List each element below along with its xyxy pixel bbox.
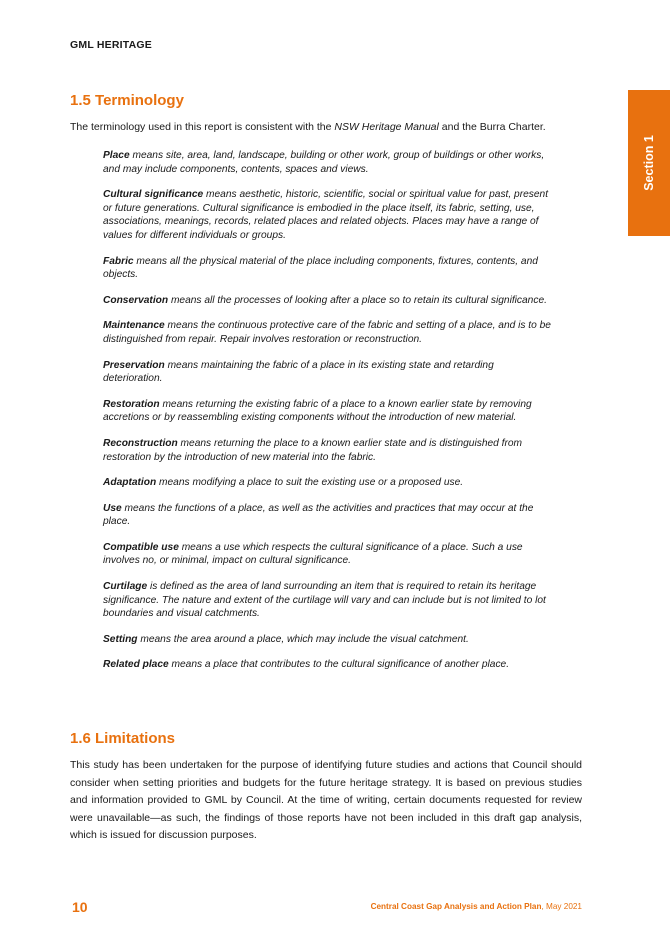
definition-term: Preservation [103, 359, 165, 371]
definition-text: means the functions of a place, as well as the activities and practices that may occur at the place. [103, 502, 534, 528]
definition-text: means a use which respects the cultural significance of a place. Such a use involves no, or minimal, impact on cultural significance. [103, 541, 523, 567]
definition-term: Use [103, 502, 122, 514]
definition-text: means the continuous protective care of the fabric and setting of a place, and is to be distinguished from repair. Repair involves restoration or reconstruction. [103, 320, 551, 345]
definition-item [103, 398, 553, 425]
definition-term: Compatible use [103, 541, 179, 553]
definition-term: Adaptation [103, 477, 157, 489]
definition-term: Related place [103, 659, 169, 671]
definition-item [103, 658, 553, 672]
definition-item [103, 502, 553, 529]
definition-term: Conservation [103, 294, 169, 306]
definition-text: means returning the existing fabric of a place to a known earlier state by removing accretions or by reassembling existing components without the introduction of new material. [103, 398, 532, 424]
definition-text: means modifying a place to suit the existing use or a proposed use. [156, 477, 464, 489]
terminology-intro [70, 121, 546, 133]
page-number: 10 [72, 899, 88, 915]
definition-term: Fabric [103, 255, 134, 267]
definition-text: means aesthetic, historic, scientific, social or spiritual value for past, present or future generations. Cultural significance is embodied in the place itself, its fabric, setting, use, associations, meanings, records, related places and related objects. Places may have a range of values for different individuals or groups. [103, 189, 549, 241]
definition-term: Curtilage [103, 581, 148, 593]
definition-item [103, 188, 553, 242]
definition-term: Maintenance [103, 320, 165, 332]
definition-item [103, 633, 553, 647]
definition-text: means all the physical material of the place including components, fixtures, contents, and objects. [103, 255, 538, 281]
intro-manual-title: NSW Heritage Manual [334, 121, 439, 133]
definition-item [103, 359, 553, 386]
definition-text: is defined as the area of land surrounding an item that is required to retain its heritage significance. The nature and extent of the curtilage will vary and can include but is not limited to lot boundaries and visual catchments. [103, 581, 546, 620]
definition-term: Setting [103, 633, 138, 645]
definition-item [103, 149, 553, 176]
definition-item [103, 255, 553, 282]
definition-text: means maintaining the fabric of a place in its existing state and retarding deterioration. [103, 359, 494, 385]
definitions-list [103, 149, 553, 684]
definition-item [103, 294, 553, 308]
definition-text: means returning the place to a known earlier state and is distinguished from restoration by the introduction of new material into the fabric. [103, 437, 523, 463]
limitations-body: This study has been undertaken for the purpose of identifying future studies and actions that Council should consider when setting priorities and budgets for the future heritage strategy. It is based on previous studies and information provided to GML by Council. At the time of writing, certain documents requested for review were unavailable—as such, the findings of those reports have not been included in this draft gap analysis, which is issued for discussion purposes. [70, 759, 582, 841]
header-org: GML HERITAGE [70, 39, 152, 51]
section-tab-label: Section 1 [642, 135, 656, 191]
definition-text: means a place that contributes to the cultural significance of another place. [168, 659, 510, 671]
section-tab [628, 90, 670, 236]
footer-title: Central Coast Gap Analysis and Action Plan [370, 902, 542, 911]
definition-text: means all the processes of looking after a place so to retain its cultural significance. [168, 294, 547, 306]
intro-text-end: and the Burra Charter. [438, 121, 546, 133]
definition-term: Place [103, 150, 130, 161]
footer-date: , May 2021 [541, 902, 582, 911]
definition-item [103, 541, 553, 568]
intro-text-start: The terminology used in this report is consistent with the [70, 121, 335, 133]
definition-item [103, 319, 553, 346]
definition-text: means the area around a place, which may include the visual catchment. [137, 633, 469, 645]
limitations-heading: 1.6 Limitations [70, 730, 176, 747]
definition-text: means site, area, land, landscape, building or other work, group of buildings or other works, and may include components, contents, spaces and views. [103, 150, 545, 175]
definition-term: Cultural significance [103, 189, 204, 201]
definition-term: Restoration [103, 398, 160, 410]
definition-item [103, 437, 553, 464]
definition-item [103, 476, 553, 490]
definition-term: Reconstruction [103, 437, 178, 449]
footer-document-title [371, 902, 582, 911]
definition-item [103, 580, 553, 621]
terminology-heading: 1.5 Terminology [70, 92, 184, 109]
